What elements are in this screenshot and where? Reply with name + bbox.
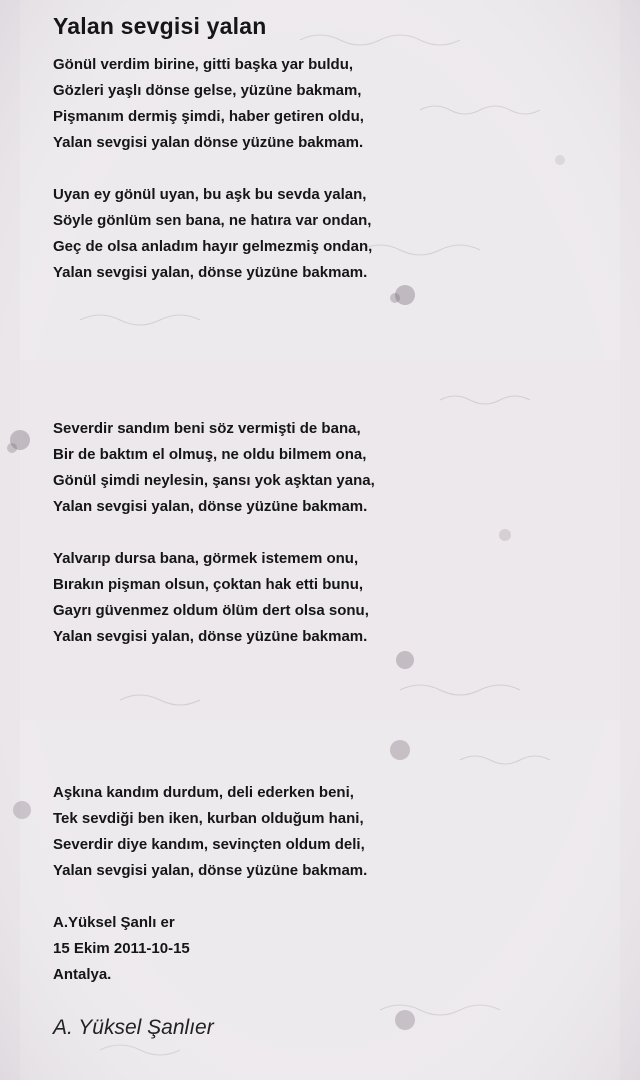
poem-line: Gözleri yaşlı dönse gelse, yüzüne bakmam, bbox=[53, 82, 362, 99]
signature-place: Antalya. bbox=[53, 966, 112, 983]
poem-signature bbox=[53, 910, 613, 988]
poem-line: Geç de olsa anladım hayır gelmezmiş ondan, bbox=[53, 238, 373, 255]
poem-title: Yalan sevgisi yalan bbox=[53, 13, 267, 39]
poem-line: Gayrı güvenmez oldum ölüm dert olsa sonu, bbox=[53, 602, 369, 619]
poem-line: Bir de baktım el olmuş, ne oldu bilmem ona, bbox=[53, 446, 367, 463]
poem-author: A. Yüksel Şanlıer bbox=[53, 1016, 214, 1039]
poem-line: Gönül şimdi neylesin, şansı yok aşktan yana, bbox=[53, 472, 375, 489]
poem-container bbox=[53, 12, 613, 1042]
poem-line: Yalan sevgisi yalan dönse yüzüne bakmam. bbox=[53, 134, 364, 151]
stanza-3 bbox=[53, 416, 613, 520]
poem-line: Yalan sevgisi yalan, dönse yüzüne bakmam. bbox=[53, 862, 368, 879]
poem-line: Gönül verdim birine, gitti başka yar buldu, bbox=[53, 56, 354, 73]
poem-line: Severdir sandım beni söz vermişti de bana, bbox=[53, 420, 361, 437]
poem-line: Yalan sevgisi yalan, dönse yüzüne bakmam. bbox=[53, 498, 368, 515]
poem-line: Bırakın pişman olsun, çoktan hak etti bunu, bbox=[53, 576, 364, 593]
stanza-4 bbox=[53, 546, 613, 650]
poem-line: Tek sevdiği ben iken, kurban olduğum hani, bbox=[53, 810, 364, 827]
poem-line: Aşkına kandım durdum, deli ederken beni, bbox=[53, 784, 354, 801]
stanza-2 bbox=[53, 182, 613, 286]
stanza-5 bbox=[53, 780, 613, 884]
poem-line: Yalan sevgisi yalan, dönse yüzüne bakmam. bbox=[53, 628, 368, 645]
poem-line: Yalvarıp dursa bana, görmek istemem onu, bbox=[53, 550, 359, 567]
poem-line: Uyan ey gönül uyan, bu aşk bu sevda yalan, bbox=[53, 186, 367, 203]
poem-line: Yalan sevgisi yalan, dönse yüzüne bakmam. bbox=[53, 264, 368, 281]
poem-line: Severdir diye kandım, sevinçten oldum deli, bbox=[53, 836, 365, 853]
poem-line: Pişmanım dermiş şimdi, haber getiren oldu, bbox=[53, 108, 364, 125]
stanza-1 bbox=[53, 52, 613, 156]
signature-name: A.Yüksel Şanlı er bbox=[53, 914, 175, 931]
poem-line: Söyle gönlüm sen bana, ne hatıra var ondan, bbox=[53, 212, 372, 229]
signature-date: 15 Ekim 2011-10-15 bbox=[53, 940, 190, 957]
